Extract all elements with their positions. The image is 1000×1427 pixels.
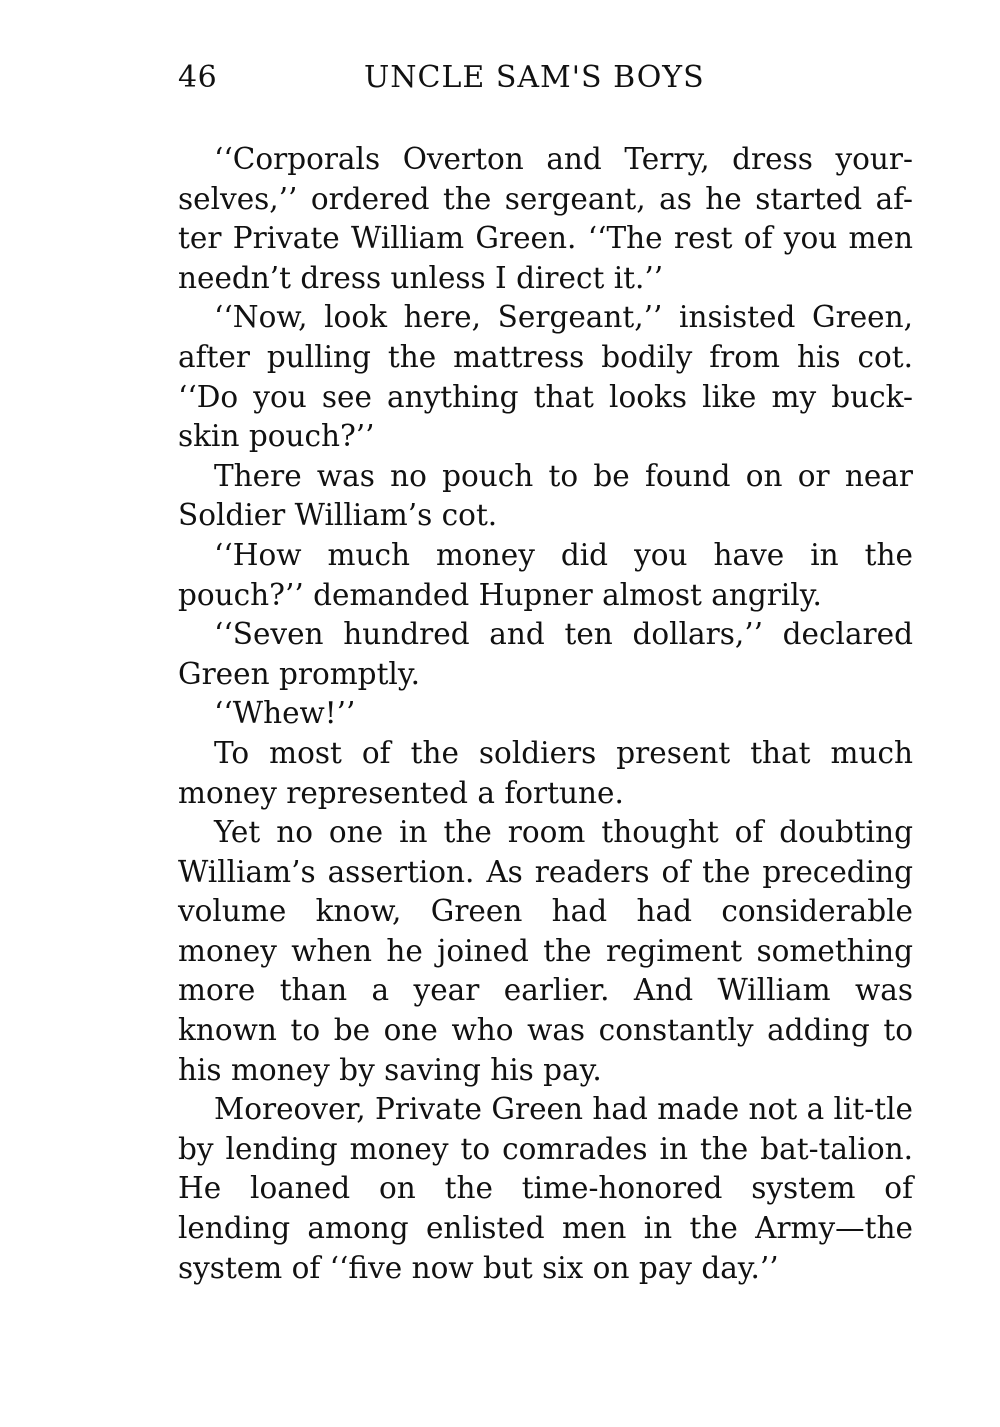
page-number: 46 <box>178 60 218 95</box>
paragraph: ‘‘Now, look here, Sergeant,’’ insisted Green, after pulling the mattress bodily from his cot. ‘‘Do you see anything that looks like my buck-skin pouch?’’ <box>178 300 913 454</box>
paragraph: To most of the soldiers present that much money represented a fortune. <box>178 735 913 810</box>
page-header <box>178 58 918 98</box>
body-text <box>178 140 913 1288</box>
paragraph: ‘‘Corporals Overton and Terry, dress your-selves,’’ ordered the sergeant, as he started af-ter Private William Green. ‘‘The rest of you men needn’t dress unless I direct it.’’ <box>178 142 913 295</box>
paragraph: Yet no one in the room thought of doubting William’s assertion. As readers of the preceding volume know, Green had had considerable money when he joined the regiment something more than a year earlier. And William was known to be one who was constantly adding to his money by saving his pay. <box>178 815 913 1087</box>
paragraph: ‘‘Whew!’’ <box>214 696 356 731</box>
paragraph: ‘‘Seven hundred and ten dollars,’’ declared Green promptly. <box>178 617 913 691</box>
running-title: UNCLE SAM'S BOYS <box>364 60 705 95</box>
paragraph: Moreover, Private Green had made not a lit-tle by lending money to comrades in the bat-talion. He loaned on the time-honored system of lending among enlisted men in the Army—the system of ‘‘five now but six on pay day.’’ <box>178 1092 913 1285</box>
paragraph: There was no pouch to be found on or near Soldier William’s cot. <box>178 458 913 533</box>
paragraph: ‘‘How much money did you have in the pouch?’’ demanded Hupner almost angrily. <box>178 537 913 612</box>
